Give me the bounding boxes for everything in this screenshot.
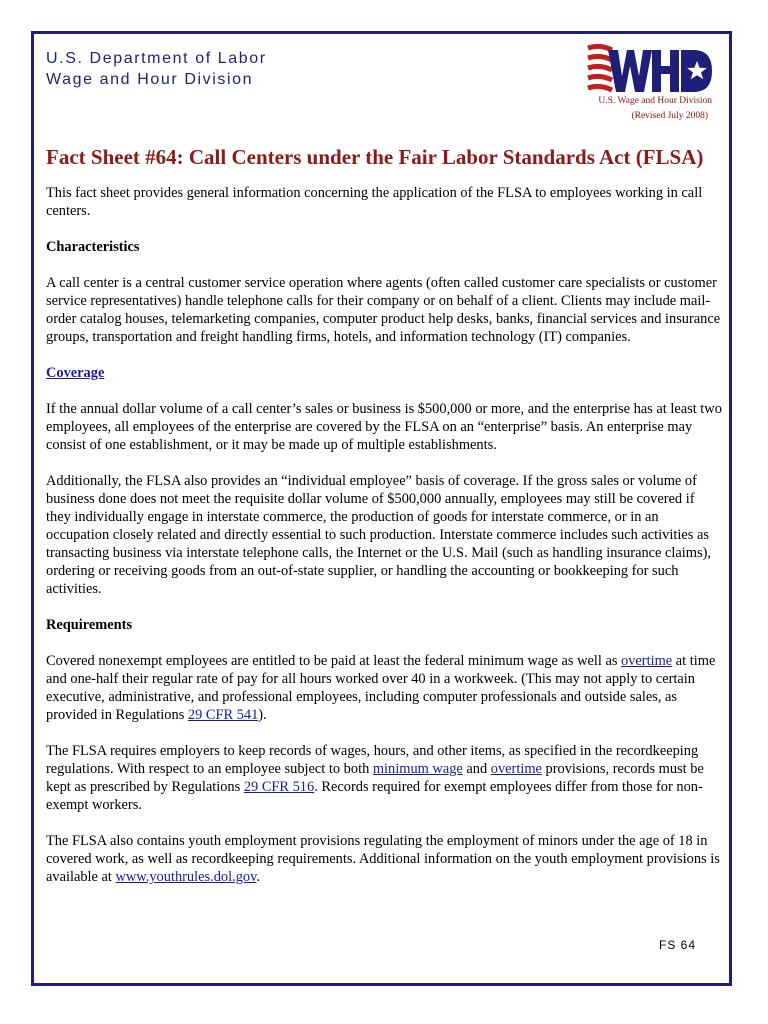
logo-caption: U.S. Wage and Hour Division [598, 96, 712, 106]
document-body [46, 184, 722, 886]
footer-page-id: FS 64 [658, 938, 696, 952]
characteristics-heading: Characteristics [46, 239, 140, 255]
requirements-paragraph-2: The FLSA requires employers to keep records of wages, hours, and other items, as specified in the recordkeeping regulations. With respect to an employee subject to both minimum wage and overtime provisions, records must be kept as prescribed by Regulations 29 CFR 516. Records required for exempt employees differ from those for non-exempt workers. [46, 743, 704, 813]
overtime-link-2[interactable]: overtime [490, 761, 542, 777]
intro-paragraph: This fact sheet provides general information concerning the application of the FLSA to employees working in call centers. [46, 185, 703, 219]
agency-name [46, 48, 267, 90]
characteristics-paragraph: A call center is a central customer service operation where agents (often called customer care specialists or customer service representatives) handle telephone calls for their company or on behalf of a client. Clients may include mail-order catalog houses, telemarketing companies, computer product help desks, banks, financial services and insurance groups, transportation and freight handling firms, hotels, and information technology (IT) companies. [46, 275, 721, 345]
page-title: Fact Sheet #64: Call Centers under the Fair Labor Standards Act (FLSA) [46, 145, 704, 169]
overtime-link[interactable]: overtime [621, 653, 673, 669]
coverage-paragraph-1: If the annual dollar volume of a call center’s sales or business is $500,000 or more, and the enterprise has at least two employees, all employees of the enterprise are covered by the FLSA on an “enterprise” basis. An enterprise may consist of one establishment, or it may be made up of multiple establishments. [46, 401, 722, 453]
requirements-paragraph-1: Covered nonexempt employees are entitled to be paid at least the federal minimum wage as well as overtime at time and one-half their regular rate of pay for all hours worked over 40 in a workweek. (This may not apply to certain executive, administrative, and professional employees, including computer professionals and outside sales, as provided in Regulations 29 CFR 541). [46, 653, 716, 723]
requirements-heading: Requirements [46, 617, 133, 633]
requirements-paragraph-3: The FLSA also contains youth employment provisions regulating the employment of minors under the age of 18 in covered work, as well as recordkeeping requirements. Additional information on the youth employment provisions is available at www.youthrules.dol.gov. [46, 833, 720, 885]
agency-line-2: Wage and Hour Division [46, 71, 254, 88]
revision-date: (Revised July 2008) [631, 111, 708, 121]
29-cfr-541-link[interactable]: 29 CFR 541 [187, 707, 259, 723]
29-cfr-516-link[interactable]: 29 CFR 516 [243, 779, 315, 795]
coverage-paragraph-2: Additionally, the FLSA also provides an “individual employee” basis of coverage. If the gross sales or volume of business done does not meet the requisite dollar volume of $500,000 annually, employees may still be covered if they individually engage in interstate commerce, the production of goods for interstate commerce, or in an occupation closely related and directly essential to such production. Interstate commerce includes such activities as transacting business via interstate telephone calls, the Internet or the U.S. Mail (such as handling insurance claims), ordering or receiving goods from an out-of-state supplier, or handling the accounting or bookkeeping for such activities. [46, 473, 711, 597]
youthrules-link[interactable]: www.youthrules.dol.gov [115, 869, 257, 885]
coverage-heading-link[interactable]: Coverage [46, 365, 105, 381]
agency-line-1: U.S. Department of Labor [46, 50, 267, 67]
minimum-wage-link[interactable]: minimum wage [372, 761, 463, 777]
